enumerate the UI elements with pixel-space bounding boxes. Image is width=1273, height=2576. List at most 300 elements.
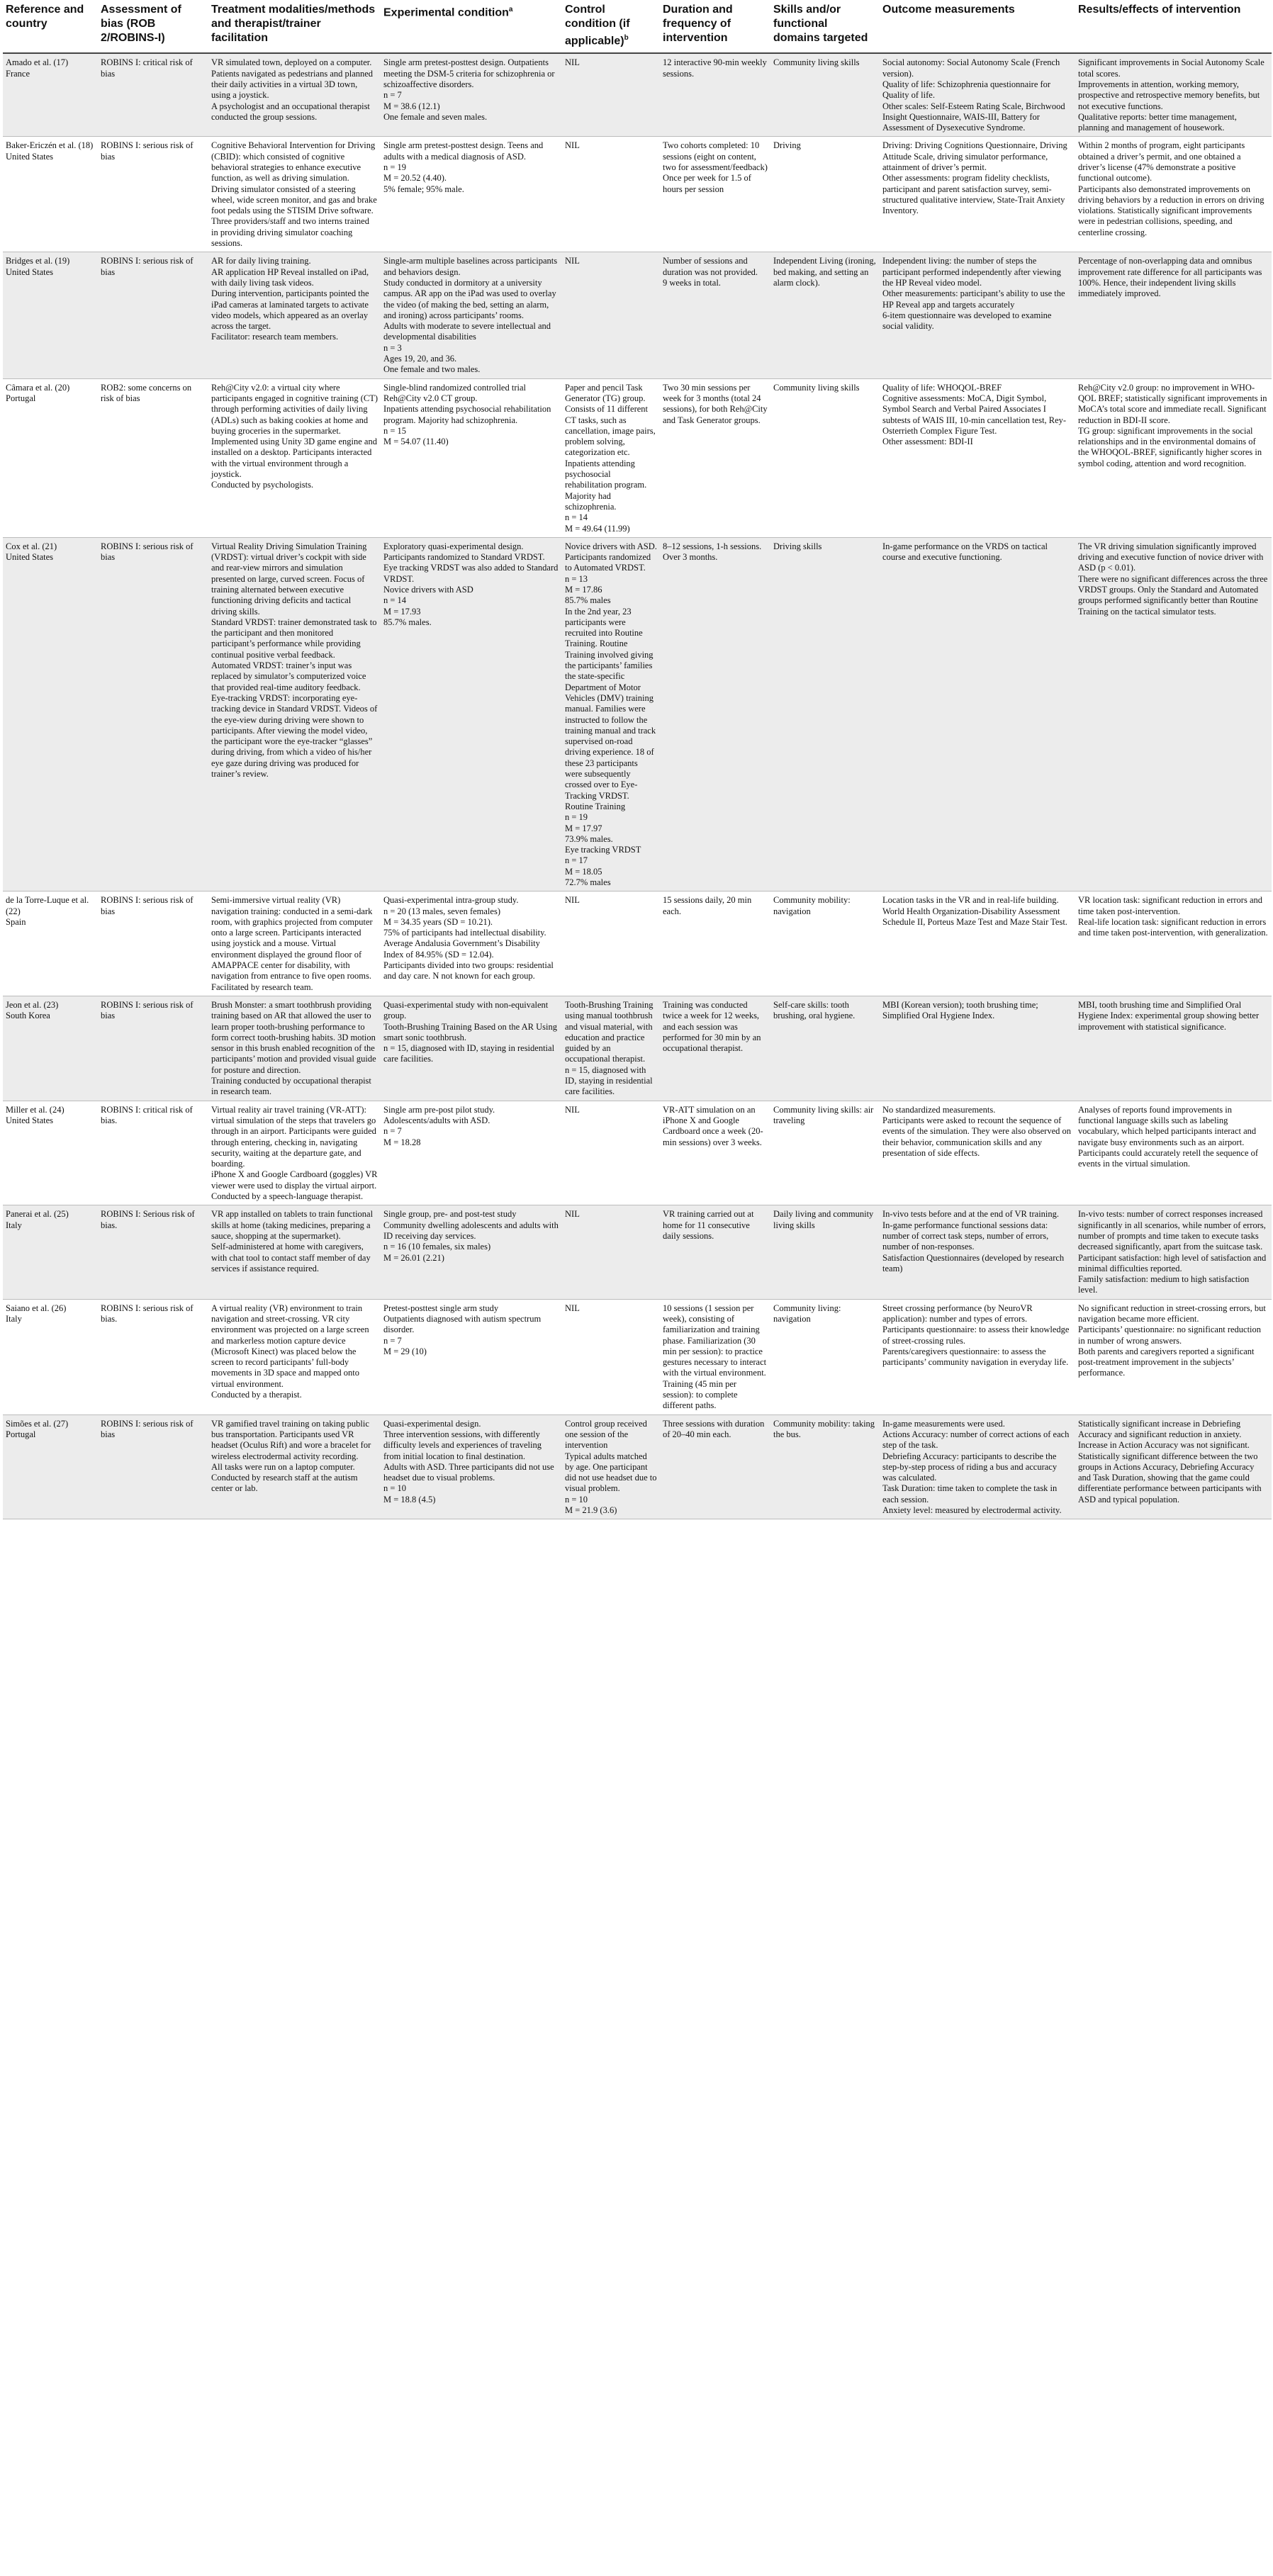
cell-line: Adolescents/adults with ASD. (383, 1115, 490, 1125)
footnote-marker: a (508, 6, 513, 13)
cell-control-condition (562, 378, 660, 537)
column-header-treatment (208, 0, 381, 53)
cell-line: Single arm pre-post pilot study. (383, 1104, 495, 1115)
cell-line: Actions Accuracy: number of correct actions of each step of the task. (882, 1429, 1070, 1451)
cell-line: Driving skills (773, 541, 822, 551)
column-header-outcome-measurements (880, 0, 1075, 53)
cell-line: 8–12 sessions, 1-h sessions. (663, 541, 762, 551)
cell-line: United States (6, 151, 54, 162)
cell-duration (660, 1101, 770, 1205)
cell-line: Percentage of non-overlapping data and omnibus improvement rate difference for all participants was 100%. Hence, their independent living skills immediately improved. (1078, 256, 1262, 299)
cell-control-condition (562, 1299, 660, 1414)
cell-reference (3, 137, 98, 252)
cell-line: Within 2 months of program, eight participants obtained a driver’s permit, and one obtained a driver’s license (47% demonstrate a positive functional outcome). (1078, 140, 1245, 184)
cell-results (1075, 252, 1272, 378)
cell-line: Qualitative reports: better time management, planning and management of housework. (1078, 111, 1237, 133)
cell-line: M = 21.9 (3.6) (565, 1505, 617, 1516)
cell-line: n = 15, diagnosed with ID, staying in residential care facilities. (383, 1043, 555, 1064)
table-row (3, 137, 1272, 252)
cell-line: Participant satisfaction: high level of satisfaction and minimal difficulties reported. (1078, 1252, 1267, 1273)
table-row (3, 892, 1272, 996)
cell-line: Virtual reality air travel training (VR-ATT): virtual simulation of the steps that travelers go through in an airport. Participants were guided through entering, checking in, navigating security, waiting at the departure gate, and boarding. (211, 1104, 376, 1169)
cell-line: Self-care skills: tooth brushing, oral hygiene. (773, 999, 856, 1021)
cell-duration (660, 252, 770, 378)
cell-skills (770, 378, 880, 537)
cell-line: Statistically significant increase in Debriefing Accuracy and significant reduction in anxiety. Increase in Action Accuracy was not significant. (1078, 1418, 1250, 1451)
cell-line: Portugal (6, 393, 36, 403)
cell-experimental-condition (381, 1101, 562, 1205)
cell-line: M = 18.28 (383, 1137, 421, 1147)
cell-line: Baker-Ericzén et al. (18) (6, 140, 94, 151)
cell-line: Daily living and community living skills (773, 1209, 874, 1230)
cell-line: 9 weeks in total. (663, 277, 721, 288)
cell-results (1075, 1414, 1272, 1519)
cell-results (1075, 892, 1272, 996)
column-header-duration (660, 0, 770, 53)
cell-experimental-condition (381, 892, 562, 996)
cell-line: Amado et al. (17) (6, 57, 69, 68)
cell-line: Jeon et al. (23) (6, 999, 59, 1010)
cell-skills (770, 996, 880, 1101)
cell-line: Participants divided into two groups: residential and day care. N not known for each group. (383, 960, 554, 982)
cell-line: NIL (565, 57, 580, 68)
cell-line: Adults with moderate to severe intellectual and developmental disabilities (383, 321, 551, 342)
cell-line: Number of sessions and duration was not provided. (663, 256, 758, 277)
cell-outcome-measurements (880, 1299, 1075, 1414)
cell-outcome-measurements (880, 996, 1075, 1101)
cell-outcome-measurements (880, 892, 1075, 996)
cell-line: Over 3 months. (663, 552, 718, 563)
cell-line: During intervention, participants pointed the iPad cameras at laminated targets to activate video models, which appeared as an overlay across the target. (211, 288, 369, 332)
cell-line: n = 13 (565, 573, 588, 584)
cell-line: 6-item questionnaire was developed to examine social validity. (882, 310, 1052, 332)
cell-line: Improvements in attention, working memory, prospective and retrospective memory benefits, but not executive functions. (1078, 79, 1260, 111)
column-header-label: Results/effects of intervention (1078, 4, 1241, 16)
cell-outcome-measurements (880, 537, 1075, 892)
column-header-label: Duration and frequency of intervention (663, 4, 733, 44)
cell-line: Street crossing performance (by NeuroVR application): number and types of errors. (882, 1303, 1033, 1324)
cell-control-condition (562, 1101, 660, 1205)
cell-line: One female and two males. (383, 364, 481, 375)
cell-results (1075, 537, 1272, 892)
cell-line: Social autonomy: Social Autonomy Scale (French version). (882, 57, 1060, 79)
cell-line: 72.7% males (565, 877, 611, 887)
cell-reference (3, 53, 98, 137)
cell-line: n = 3 (383, 342, 402, 353)
cell-reference (3, 537, 98, 892)
cell-line: No standardized measurements. (882, 1104, 996, 1115)
cell-line: M = 17.97 (565, 823, 602, 833)
cell-outcome-measurements (880, 53, 1075, 137)
cell-outcome-measurements (880, 378, 1075, 537)
cell-experimental-condition (381, 252, 562, 378)
cell-line: Saiano et al. (26) (6, 1303, 67, 1313)
cell-reference (3, 892, 98, 996)
cell-line: 75% of participants had intellectual disability. Average Andalusia Government’s Disability Index of 84.95% (SD = 12.04). (383, 928, 546, 960)
cell-duration (660, 892, 770, 996)
cell-line: In-game performance on the VRDS on tactical course and executive functioning. (882, 541, 1048, 563)
cell-results (1075, 1205, 1272, 1299)
cell-line: n = 15, diagnosed with ID, staying in residential care facilities. (565, 1064, 653, 1097)
cell-bias-assessment (98, 378, 208, 537)
cell-treatment (208, 1414, 381, 1519)
cell-line: Ages 19, 20, and 36. (383, 354, 457, 364)
cell-line: Cognitive assessments: MoCA, Digit Symbol, Symbol Search and Verbal Paired Associates I subtests of WAIS III, 10-min cancellation test, Rey-Osterrieth Complex Figure Test. (882, 393, 1067, 436)
cell-control-condition (562, 1205, 660, 1299)
table-body (3, 53, 1272, 1519)
cell-skills (770, 1205, 880, 1299)
cell-line: M = 38.6 (12.1) (383, 101, 440, 111)
cell-line: Facilitator: research team members. (211, 332, 339, 342)
cell-line: In-vivo tests before and at the end of VR training. (882, 1209, 1060, 1220)
cell-line: Eye tracking VRDST (565, 845, 641, 855)
cell-line: Independent Living (ironing, bed making, and setting an alarm clock). (773, 256, 876, 288)
cell-line: A psychologist and an occupational therapist conducted the group sessions. (211, 101, 370, 122)
cell-line: Simplified Oral Hygiene Index. (882, 1011, 995, 1021)
cell-line: VR simulated town, deployed on a computer. Patients navigated as pedestrians and planned their daily activities in a virtual 3D town, using a joystick. (211, 57, 374, 101)
cell-line: Training was conducted twice a week for 12 weeks, and each session was performed for 30 min by an occupational therapist. (663, 999, 761, 1054)
cell-results (1075, 378, 1272, 537)
cell-line: VR gamified travel training on taking public bus transportation. Participants used VR headset (Oculus Rift) and wore a bracelet for wireless electrodermal activity recording. (211, 1418, 371, 1461)
cell-line: Automated VRDST: trainer’s input was replaced by simulator’s computerized voice that provided real-time auditory feedback. (211, 660, 366, 692)
cell-line: 85.7% males. (383, 617, 432, 627)
cell-line: Community mobility: taking the bus. (773, 1418, 875, 1439)
cell-experimental-condition (381, 378, 562, 537)
cell-line: Italy (6, 1313, 22, 1324)
cell-line: Routine Training (565, 801, 626, 811)
cell-line: Virtual Reality Driving Simulation Training (VRDST): virtual driver’s cockpit with side and rear-view mirrors and simulation presented on large, curved screen. Focus of training alternated between executive functioning driving deficits and tactical driving skills. (211, 541, 367, 617)
cell-line: Community living skills (773, 57, 860, 68)
cell-reference (3, 1414, 98, 1519)
cell-line: Real-life location task: significant reduction in errors and time taken post-intervention, with generalization. (1078, 916, 1268, 938)
cell-line: Community living: navigation (773, 1303, 841, 1324)
cell-duration (660, 537, 770, 892)
cell-duration (660, 137, 770, 252)
cell-line: Three providers/staff and two interns trained in providing driving simulator coaching sessions. (211, 216, 369, 249)
cell-line: France (6, 68, 30, 79)
cell-line: Participants questionnaire: to assess their knowledge of street-crossing rules. (882, 1324, 1070, 1346)
cell-treatment (208, 892, 381, 996)
cell-line: M = 17.86 (565, 584, 602, 595)
cell-line: ROBINS I: Serious risk of bias. (101, 1209, 195, 1230)
table-row (3, 1414, 1272, 1519)
cell-duration (660, 378, 770, 537)
cell-control-condition (562, 252, 660, 378)
cell-line: Anxiety level: measured by electrodermal activity. (882, 1505, 1062, 1516)
cell-line: Independent living: the number of steps the participant performed independently after viewing the HP Reveal video model. (882, 256, 1061, 288)
cell-line: Two cohorts completed: 10 sessions (eight on content, two for assessment/feedback) (663, 140, 768, 172)
cell-bias-assessment (98, 1299, 208, 1414)
cell-line: n = 20 (13 males, seven females) (383, 906, 500, 916)
cell-outcome-measurements (880, 1101, 1075, 1205)
cell-line: Analyses of reports found improvements in functional language skills such as labeling vocabulary, which helped participants interact and navigate busy environments such as an airport. Participants could accurately retell the sequence of events in the virtual simulation. (1078, 1104, 1259, 1169)
cell-line: Three intervention sessions, with differently difficulty levels and experiences of traveling from initial location to final destination. (383, 1429, 542, 1461)
cell-line: M = 34.35 years (SD = 10.21). (383, 916, 493, 927)
cell-line: Single-arm multiple baselines across participants and behaviors design. (383, 256, 558, 277)
column-header-label: Assessment of bias (ROB 2/ROBINS-I) (101, 4, 181, 44)
cell-line: A virtual reality (VR) environment to train navigation and street-crossing. VR city environment was projected on a large screen and markerless motion capture device (Microsoft Kinect) was placed below the screen to record participants’ full-body movements in 3D space and mapped onto virtual environment. (211, 1303, 369, 1389)
cell-line: Bridges et al. (19) (6, 256, 70, 266)
cell-line: Semi-immersive virtual reality (VR) navigation training: conducted in a semi-dark room, with graphics projected from computer onto a large screen. Participants interacted using joystick and a mouse. Virtual environment displayed the ground floor of AMAPPACE center for disability, with navigation from entrance to five open rooms. (211, 895, 373, 982)
cell-duration (660, 1205, 770, 1299)
cell-line: NIL (565, 1303, 580, 1313)
cell-line: The VR driving simulation significantly improved driving and executive function of novice driver with ASD (p < 0.01). (1078, 541, 1264, 573)
column-header-label: Skills and/or functional domains targeted (773, 4, 868, 44)
cell-bias-assessment (98, 892, 208, 996)
cell-line: Brush Monster: a smart toothbrush providing training based on AR that allowed the user to learn proper tooth-brushing performance to form correct tooth-brushing habits. 3D motion sensor in this brush enabled recognition of the participants’ motion and provided visual guide for posture and direction. (211, 999, 376, 1075)
cell-reference (3, 996, 98, 1101)
cell-bias-assessment (98, 537, 208, 892)
cell-treatment (208, 1299, 381, 1414)
cell-line: AR application HP Reveal installed on iPad, with daily living task videos. (211, 266, 369, 288)
header-row (3, 0, 1272, 53)
cell-line: Task Duration: time taken to complete the task in each session. (882, 1483, 1058, 1504)
cell-duration (660, 1414, 770, 1519)
cell-line: Community mobility: navigation (773, 895, 851, 916)
cell-experimental-condition (381, 537, 562, 892)
cell-experimental-condition (381, 137, 562, 252)
cell-line: NIL (565, 1104, 580, 1115)
cell-line: Facilitated by research team. (211, 982, 313, 992)
cell-line: ROBINS I: serious risk of bias (101, 256, 194, 277)
cell-line: Standard VRDST: trainer demonstrated task to the participant and then monitored participant’s performance while providing continual positive verbal feedback. (211, 617, 377, 660)
cell-line: There were no significant differences across the three VRDST groups. Only the Standard and Automated groups performed significantly better than Routine Training on the tactical simulator tests. (1078, 573, 1268, 617)
cell-line: ROB2: some concerns on risk of bias (101, 382, 192, 403)
cell-line: M = 49.64 (11.99) (565, 523, 630, 534)
cell-treatment (208, 378, 381, 537)
cell-line: Pretest-posttest single arm study (383, 1303, 499, 1313)
cell-line: Reh@City v2.0 CT group. (383, 393, 478, 403)
column-header-skills (770, 0, 880, 53)
cell-results (1075, 53, 1272, 137)
cell-line: Exploratory quasi-experimental design. (383, 541, 524, 551)
cell-line: Quality of life: WHOQOL-BREF (882, 382, 1002, 393)
cell-skills (770, 1414, 880, 1519)
cell-bias-assessment (98, 996, 208, 1101)
cell-line: Câmara et al. (20) (6, 382, 70, 393)
cell-line: Novice drivers with ASD (383, 584, 473, 595)
cell-bias-assessment (98, 1101, 208, 1205)
cell-reference (3, 1101, 98, 1205)
cell-line: n = 10 (383, 1483, 407, 1494)
cell-outcome-measurements (880, 137, 1075, 252)
column-header-reference (3, 0, 98, 53)
cell-experimental-condition (381, 996, 562, 1101)
cell-control-condition (562, 53, 660, 137)
cell-line: 10 sessions (1 session per week), consisting of familiarization and training phase. Familiarization (30 min per session): to practice gestures necessary to interact with the virtual environment. Training (45 min per session): to complete different paths. (663, 1303, 767, 1411)
column-header-label: Control condition (if applicable) (565, 4, 630, 47)
cell-bias-assessment (98, 137, 208, 252)
footnote-marker: b (624, 34, 629, 42)
cell-line: Cognitive Behavioral Intervention for Driving (CBID): which consisted of cognitive behavioral strategies to enhance executive function, as well as driving simulation. Driving simulator consisted of a steering wheel, wide screen monitor, and gas and brake foot pedals using the STISIM Drive software. (211, 140, 377, 216)
cell-treatment (208, 137, 381, 252)
cell-experimental-condition (381, 1299, 562, 1414)
cell-line: Statistically significant difference between the two groups in Actions Accuracy, Debriefing Accuracy and Task Duration, showing that the game could differentiate performance between participants with ASD and typical population. (1078, 1451, 1262, 1504)
cell-line: United States (6, 1115, 54, 1125)
cell-line: n = 10 (565, 1494, 588, 1504)
cell-line: Training conducted by occupational therapist in research team. (211, 1076, 371, 1097)
cell-line: M = 26.01 (2.21) (383, 1252, 444, 1263)
cell-line: ROBINS I: serious risk of bias (101, 895, 194, 916)
cell-line: Outpatients diagnosed with autism spectrum disorder. (383, 1313, 542, 1335)
cell-line: Conducted by research staff at the autism center or lab. (211, 1473, 358, 1494)
cell-line: Community living skills: air traveling (773, 1104, 874, 1125)
cell-treatment (208, 252, 381, 378)
cell-line: VR app installed on tablets to train functional skills at home (taking medicines, preparing a sauce, shopping at the supermarket). (211, 1209, 374, 1241)
cell-control-condition (562, 137, 660, 252)
cell-line: Once per week for 1.5 of hours per session (663, 173, 751, 194)
cell-line: Novice drivers with ASD. (565, 541, 657, 551)
cell-line: In the 2nd year, 23 participants were recruited into Routine Training. Routine Training involved giving the participants’ families the state-specific Department of Motor Vehicles (DMV) training manual. Families were instructed to follow the training manual and track supervised on-road driving experience. 18 of these 23 participants were subsequently crossed over to Eye-Tracking VRDST. (565, 606, 656, 801)
cell-line: Community living skills (773, 382, 860, 393)
cell-line: VR training carried out at home for 11 consecutive daily sessions. (663, 1209, 754, 1241)
cell-control-condition (562, 892, 660, 996)
cell-line: M = 54.07 (11.40) (383, 437, 449, 447)
cell-line: Two 30 min sessions per week for 3 months (total 24 sessions), for both Reh@City and Task Generator groups. (663, 382, 768, 425)
cell-line: United States (6, 552, 54, 563)
cell-reference (3, 1205, 98, 1299)
cell-line: M = 29 (10) (383, 1346, 427, 1356)
cell-control-condition (562, 537, 660, 892)
cell-line: No significant reduction in street-crossing errors, but navigation became more efficient. (1078, 1303, 1266, 1324)
cell-line: In-game performance functional sessions data: number of correct task steps, number of errors, number of non-responses. (882, 1220, 1049, 1252)
cell-line: Adults with ASD. Three participants did not use headset due to visual problems. (383, 1461, 554, 1483)
cell-line: Other scales: Self-Esteem Rating Scale, Birchwood Insight Questionnaire, WAIS-III, Battery for Assessment of Dysexecutive Syndrome. (882, 101, 1065, 133)
cell-line: ROBINS I: critical risk of bias (101, 57, 193, 79)
cell-duration (660, 1299, 770, 1414)
cell-line: M = 17.93 (383, 606, 421, 617)
cell-line: MBI (Korean version); tooth brushing time; (882, 999, 1038, 1010)
cell-line: Location tasks in the VR and in real-life building. (882, 895, 1059, 906)
cell-line: Tooth-Brushing Training Based on the AR Using smart sonic toothbrush. (383, 1021, 557, 1042)
cell-line: Community dwelling adolescents and adults with ID receiving day services. (383, 1220, 559, 1241)
cell-line: M = 18.05 (565, 866, 602, 877)
cell-duration (660, 996, 770, 1101)
cell-line: NIL (565, 140, 580, 151)
column-header-label: Experimental condition (383, 6, 509, 19)
cell-results (1075, 137, 1272, 252)
cell-experimental-condition (381, 53, 562, 137)
cell-line: NIL (565, 895, 580, 906)
cell-line: Tooth-Brushing Training using manual toothbrush and visual material, with education and practice guided by an occupational therapist. (565, 999, 654, 1064)
cell-skills (770, 252, 880, 378)
cell-line: Miller et al. (24) (6, 1104, 65, 1115)
cell-line: Other measurements: participant’s ability to use the HP Reveal app and targets accurately (882, 288, 1065, 310)
cell-line: Typical adults matched by age. One participant did not use headset due to visual problem. (565, 1451, 657, 1494)
cell-line: United States (6, 266, 54, 277)
studies-table (3, 0, 1272, 1519)
cell-line: Participants randomized to Automated VRDST. (565, 552, 651, 573)
cell-bias-assessment (98, 1414, 208, 1519)
cell-line: AR for daily living training. (211, 256, 311, 266)
table-row (3, 996, 1272, 1101)
cell-line: Italy (6, 1220, 22, 1230)
cell-line: M = 20.52 (4.40). (383, 173, 447, 184)
cell-line: Satisfaction Questionnaires (developed by research team) (882, 1252, 1065, 1273)
cell-bias-assessment (98, 53, 208, 137)
cell-control-condition (562, 996, 660, 1101)
cell-line: Quasi-experimental intra-group study. (383, 895, 519, 906)
cell-skills (770, 537, 880, 892)
cell-line: n = 19 (383, 162, 407, 172)
cell-line: ROBINS I: serious risk of bias (101, 1418, 194, 1439)
cell-line: All tasks were run on a laptop computer. (211, 1461, 355, 1472)
cell-outcome-measurements (880, 1414, 1075, 1519)
cell-treatment (208, 537, 381, 892)
cell-line: 73.9% males. (565, 833, 613, 844)
column-header-label: Outcome measurements (882, 4, 1015, 16)
table-row (3, 378, 1272, 537)
cell-line: Implemented using Unity 3D game engine and installed on a desktop. Participants interacted with the virtual environment through a joystick. (211, 437, 377, 480)
cell-line: 12 interactive 90-min weekly sessions. (663, 57, 767, 79)
cell-line: MBI, tooth brushing time and Simplified Oral Hygiene Index: experimental group showing better improvement with statistical significance. (1078, 999, 1260, 1032)
cell-line: n = 7 (383, 90, 402, 101)
cell-line: Significant improvements in Social Autonomy Scale total scores. (1078, 57, 1264, 79)
cell-line: TG group: significant improvements in the social relationships and in the environmental domains of the WHOQOL-BREF, significantly higher scores in symbol coding, attention and word recognition. (1078, 425, 1262, 468)
cell-line: M = 18.8 (4.5) (383, 1494, 436, 1504)
cell-control-condition (562, 1414, 660, 1519)
cell-line: Conducted by psychologists. (211, 480, 314, 490)
cell-line: Single-blind randomized controlled trial (383, 382, 526, 393)
cell-line: Paper and pencil Task Generator (TG) group. Consists of 11 different CT tasks, such as cancellation, image pairs, problem solving, categorization etc. (565, 382, 656, 458)
cell-treatment (208, 53, 381, 137)
cell-line: n = 7 (383, 1335, 402, 1346)
cell-line: Other assessment: BDI-II (882, 437, 973, 447)
cell-line: n = 17 (565, 855, 588, 866)
cell-line: In-vivo tests: number of correct responses increased significantly in all scenarios, while number of errors, number of prompts and time taken to execute tasks decreased significantly, apart from the suitcase task. (1078, 1209, 1266, 1252)
cell-bias-assessment (98, 1205, 208, 1299)
cell-line: Single arm pretest-posttest design. Outpatients meeting the DSM-5 criteria for schizophrenia or schizoaffective disorders. (383, 57, 555, 89)
cell-experimental-condition (381, 1205, 562, 1299)
cell-line: Reh@City v2.0: a virtual city where participants engaged in cognitive training (CT) through performing activities of daily living (ADLs) such as baking cookies at home and buying groceries in the supermarket. (211, 382, 378, 436)
cell-treatment (208, 996, 381, 1101)
table-row (3, 1299, 1272, 1414)
cell-line: Family satisfaction: medium to high satisfaction level. (1078, 1274, 1250, 1295)
table-row (3, 1101, 1272, 1205)
cell-line: Cox et al. (21) (6, 541, 57, 551)
cell-skills (770, 1299, 880, 1414)
cell-line: n = 15 (383, 425, 407, 436)
cell-line: Portugal (6, 1429, 36, 1439)
cell-line: NIL (565, 256, 580, 266)
cell-line: Participants were asked to recount the sequence of events of the simulation. They were also observed on their behavior, communication skills and any presentation of side effects. (882, 1115, 1072, 1158)
cell-line: Driving (773, 140, 801, 151)
cell-line: One female and seven males. (383, 111, 488, 122)
cell-line: Conducted by a speech-language therapist. (211, 1191, 364, 1202)
table-row (3, 252, 1272, 378)
cell-line: Self-administered at home with caregivers, with chat tool to contact staff member of day services if assistance required. (211, 1242, 371, 1273)
cell-results (1075, 996, 1272, 1101)
cell-line: In-game measurements were used. (882, 1418, 1005, 1429)
column-header-bias-assessment (98, 0, 208, 53)
cell-line: n = 7 (383, 1126, 402, 1137)
cell-line: n = 16 (10 females, six males) (383, 1242, 491, 1252)
cell-skills (770, 137, 880, 252)
cell-skills (770, 53, 880, 137)
cell-line: VR-ATT simulation on an iPhone X and Google Cardboard once a week (20-min sessions) over 3 weeks. (663, 1104, 763, 1147)
cell-line: Single group, pre- and post-test study (383, 1209, 517, 1220)
cell-line: n = 19 (565, 812, 588, 823)
column-header-results (1075, 0, 1272, 53)
cell-line: Eye-tracking VRDST: incorporating eye-tracking device in Standard VRDST. Videos of the eye-view during driving were shown to participants. After viewing the model video, the participant wore the eye-tracker “glasses” during driving, from which a video of his/her eye gaze during driving was produced for trainer’s review. (211, 692, 378, 780)
cell-line: Panerai et al. (25) (6, 1209, 69, 1220)
cell-reference (3, 378, 98, 537)
cell-results (1075, 1101, 1272, 1205)
cell-line: Participants randomized to Standard VRDST. Eye tracking VRDST was also added to Standard VRDST. (383, 552, 559, 584)
cell-line: Three sessions with duration of 20–40 min each. (663, 1418, 765, 1439)
cell-outcome-measurements (880, 1205, 1075, 1299)
cell-line: Inpatients attending psychosocial rehabilitation program. Majority had schizophrenia. (383, 404, 551, 425)
